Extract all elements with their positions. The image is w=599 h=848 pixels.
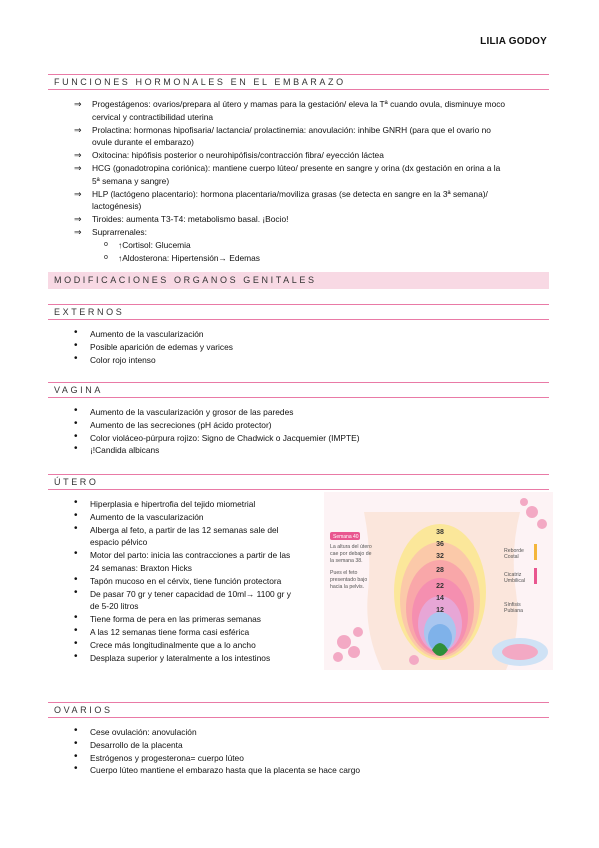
list-item: • Cese ovulación: anovulación [74, 725, 197, 737]
list-item: ⇒ Prolactina: hormonas hipofisaria/ lactancia/ prolactinemia: anovulación: inhibe GNRH (para que el ovario no ovule durante el embarazo) [74, 124, 491, 148]
figure-label: Costal [504, 554, 519, 560]
sub-item: o ↑Aldosterona: Hipertensión→ Edemas [104, 252, 260, 263]
figure-caption: la semana 38. [330, 558, 363, 564]
week-label: 28 [436, 567, 444, 574]
figure-label: Cicatriz [504, 572, 522, 578]
sub-item: o ↑Cortisol: Glucemia [104, 239, 191, 250]
section-title: OVARIOS [54, 705, 113, 715]
section-vagina [48, 382, 549, 398]
section-utero [48, 474, 549, 490]
section-modificaciones [48, 272, 549, 289]
list-item: ⇒ HCG (gonadotropina coriónica): mantiene cuerpo lúteo/ presente en sangre y orina (dx gestación en orina a la 5ª semana y sangre) [74, 162, 501, 186]
week-label: 14 [436, 595, 444, 602]
list-item: • Cuerpo lúteo mantiene el embarazo hasta que la placenta se hace cargo [74, 763, 361, 776]
figure-caption: hacia la pelvis. [330, 584, 365, 590]
arrow-icon: ⇒ [74, 214, 82, 225]
author-name: LILIA GODOY [480, 36, 547, 47]
section-ovarios [48, 702, 549, 718]
arrow-icon: ⇒ [74, 188, 82, 199]
list-item: ⇒ Oxitocina: hipófisis posterior o neurohipófisis/contracción fibra/ eyección láctea [74, 150, 384, 161]
figure-caption: presentado bajo [330, 577, 368, 583]
list-item: • Desplaza superior y lateralmente a los intestinos [74, 650, 271, 663]
list-item: • Desarrollo de la placenta [74, 737, 183, 750]
list-item: ⇒ Tiroides: aumenta T3-T4: metabolismo basal. ¡Bocio! [74, 214, 289, 225]
section-externos [48, 304, 549, 320]
section-title: VAGINA [54, 385, 103, 395]
week-label: 38 [436, 529, 444, 536]
circle-bullet-icon: o [104, 240, 108, 248]
list-item: • Posible aparición de edemas y varices [74, 339, 233, 352]
list-item: • Aumento de la vascularización [74, 509, 204, 522]
circle-bullet-icon: o [104, 253, 108, 261]
section-title: ÚTERO [54, 477, 99, 487]
ovarios-list [74, 726, 360, 777]
list-item: • ¡!Candida albicans [74, 443, 160, 456]
list-item: ⇒ Progestágenos: ovarios/prepara al útero y mamas para la gestación/ eleva la Tª cuando ovula, disminuye moco cervical y contractibilidad uterina [74, 99, 506, 122]
arrow-icon: ⇒ [74, 150, 82, 161]
arrow-icon: ⇒ [74, 99, 82, 109]
list-item: • Aumento de la vascularización y grosor de las paredes [74, 405, 294, 417]
week-label: 22 [436, 583, 444, 590]
uterus-growth-figure [324, 492, 553, 670]
arrow-icon: ⇒ [74, 124, 82, 135]
list-item: ⇒ HLP (lactógeno placentario): hormona placentaria/moviliza grasas (se detecta en sangre en la 3ª semana)/ lactogénesis) [74, 188, 488, 212]
vagina-list [74, 406, 360, 457]
figure-caption: La altura del útero [330, 544, 372, 550]
list-item: • Estrógenos y progesterona= cuerpo lúteo [74, 750, 244, 763]
figure-label: Pubiana [504, 608, 524, 614]
section-title: FUNCIONES HORMONALES EN EL EMBARAZO [54, 77, 346, 87]
semana-badge: Semana 40 [333, 534, 359, 540]
externos-list [74, 328, 233, 366]
figure-caption: Pues el feto [330, 570, 358, 576]
list-item: • Color rojo intenso [74, 352, 156, 365]
list-item: ⇒ Suprarrenales: [74, 226, 147, 237]
week-label: 12 [436, 607, 444, 614]
list-item: • Aumento de la vascularización [74, 327, 204, 339]
funciones-list [74, 98, 552, 264]
section-title: MODIFICACIONES ORGANOS GENITALES [54, 275, 317, 285]
arrow-icon: ⇒ [74, 226, 82, 237]
list-item: • Tapón mucoso en el cérvix, tiene función protectora [74, 573, 282, 586]
list-item: • A las 12 semanas tiene forma casi esférica [74, 624, 250, 637]
uterus-illustration [324, 492, 553, 670]
list-item: • Crece más longitudinalmente que a lo ancho [74, 637, 256, 650]
utero-list [74, 498, 322, 664]
week-label: 32 [436, 553, 444, 560]
list-item: • Aumento de las secreciones (pH ácido protector) [74, 417, 272, 430]
section-funciones [48, 74, 549, 90]
figure-caption: cae por debajo de [330, 551, 372, 557]
list-item: • Alberga al feto, a partir de las 12 semanas sale del espacio pélvico [74, 522, 279, 548]
list-item: • Hiperplasia e hipertrofia del tejido miometrial [74, 497, 256, 509]
list-item: • Color violáceo-púrpura rojizo: Signo de Chadwick o Jacquemier (IMPTE) [74, 430, 360, 443]
figure-label: Reborde [504, 548, 524, 554]
list-item: • Motor del parto: inicia las contracciones a partir de las 24 semanas: Braxton Hicks [74, 548, 291, 573]
figure-label: Sínfisis [504, 602, 521, 608]
week-label: 36 [436, 541, 444, 548]
section-title: EXTERNOS [54, 307, 125, 317]
arrow-icon: ⇒ [74, 162, 82, 173]
list-item: • De pasar 70 gr y tener capacidad de 10ml→ 1100 gr y de 5-20 litros [74, 586, 291, 612]
figure-label: Umbilical [504, 578, 526, 584]
list-item: • Tiene forma de pera en las primeras semanas [74, 612, 261, 625]
